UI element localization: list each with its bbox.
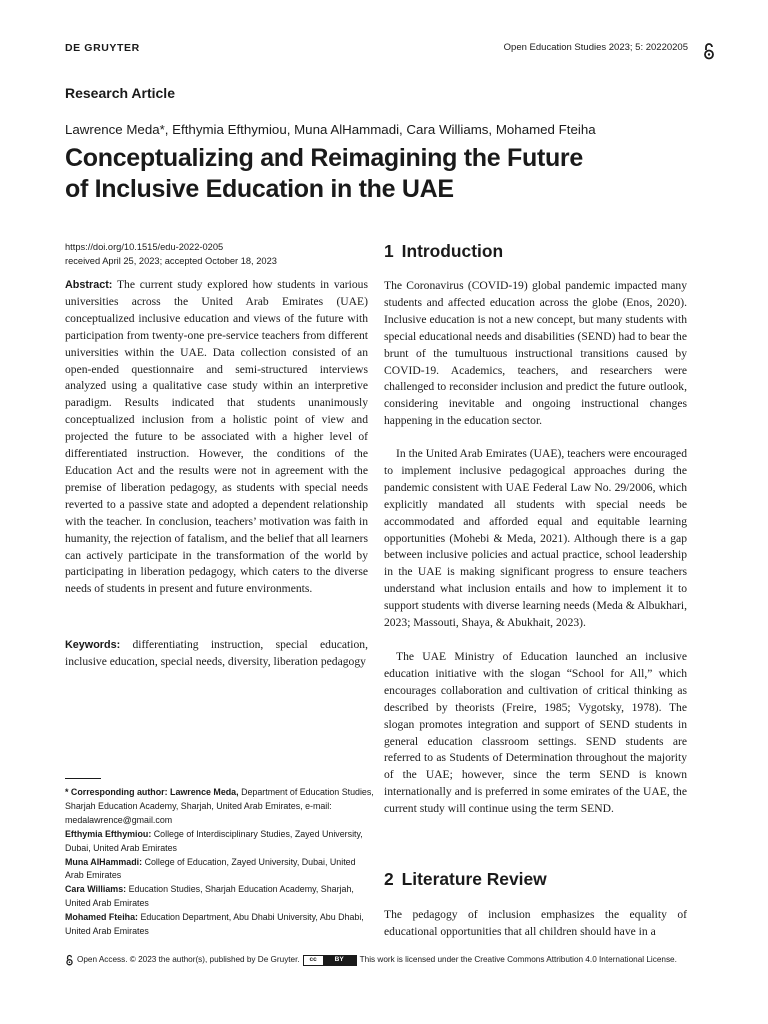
author-list: Lawrence Meda*, Efthymia Efthymiou, Muna AlHammadi, Cara Williams, Mohamed Fteiha	[65, 122, 596, 137]
author-affiliations	[65, 786, 375, 939]
license-footer	[65, 953, 715, 967]
article-meta	[65, 240, 277, 268]
intro-paragraph-1: The Coronavirus (COVID-19) global pandemic impacted many students and affected education across the globe (Enos, 2020). Inclusive education is not a new concept, but many students with special educational needs and disabilities (SEND) had to bear the brunt of the tumultuous instructional transitions caused by COVID-19. Academics, teachers, and researchers were challenged to reconsider inclusion and predict the future outlook, considering inevitable and ongoing instructional changes happening in the education sector.	[384, 279, 687, 428]
footnote-divider	[65, 778, 101, 779]
title-line-2: of Inclusive Education in the UAE	[65, 175, 454, 203]
affiliation-text: Education Department, Abu Dhabi University, Abu Dhabi, United Arab Emirates	[65, 912, 364, 937]
keywords	[65, 637, 368, 671]
title-line-1: Conceptualizing and Reimagining the Future	[65, 144, 583, 172]
intro-paragraph-3: The UAE Ministry of Education launched an inclusive education initiative with the slogan “School for All,” which encourages collaboration and cultivation of critical thinking as described by theorists (Freire, 1985; Vygotsky, 1978). The slogan promotes integration and support of SEND students in general education classroom settings. SEND students are referred to as Students of Determination throughout the majority of the UAE; however, since the term SEND is known internationally and is preferred in some emirates of the UAE, the current study will continue using the term SEND.	[384, 650, 687, 816]
keywords-label: Keywords:	[65, 639, 121, 651]
affiliation-williams	[65, 883, 375, 911]
open-access-icon	[65, 954, 74, 966]
license-statement: This work is licensed under the Creative Commons Attribution 4.0 International License.	[359, 955, 677, 964]
submission-dates: received April 25, 2023; accepted October 18, 2023	[65, 256, 277, 266]
abstract-text: The current study explored how students in various universities across the United Arab Emirates (UAE) conceptualized inclusive education and views of the future with participation from twenty-one pre-service teachers from different universities within the UAE. Data collection consisted of an open-ended questionnaire and semi-structured interviews analyzed using a qualitative case study within an interpretive paradigm. Results indicated that students unanimously conceptualized inclusion from a holistic point of view and projected the future to be associated with a higher level of differentiated instruction. However, the conditions of the Education Act and the results were not in agreement with the premise of liberation pedagogy, as students with special needs reverted to a passive state and adopted a dependent relationship with the teacher. In conclusion, teachers’ motivation was faith in humanity, the rejection of fatalism, and the belief that all learners can actively participate in the transformation of the world by participating in liberation pedagogy, which caters to the diverse needs of students in present and future environments.	[65, 278, 368, 596]
affiliation-efthymiou	[65, 828, 375, 856]
section-heading-introduction	[384, 241, 503, 262]
cc-label: cc	[309, 956, 317, 963]
abstract-label: Abstract:	[65, 279, 113, 291]
by-label: BY	[323, 956, 356, 965]
affiliation-name: Cara Williams:	[65, 884, 127, 895]
article-title	[65, 143, 705, 205]
corresponding-author-text: Department of Education Studies, Sharjah Education Academy, Sharjah, United Arab Emirates, e-mail: medalawrence@gmail.com	[65, 787, 374, 825]
affiliation-text: College of Education, Zayed University, Dubai, United Arab Emirates	[65, 856, 356, 881]
publisher-logo: DE GRUYTER	[65, 42, 140, 54]
affiliation-name: Efthymia Efthymiou:	[65, 828, 152, 839]
affiliation-name: Muna AlHammadi:	[65, 856, 143, 867]
section-title: Introduction	[401, 241, 504, 261]
open-access-statement: Open Access. © 2023 the author(s), published by De Gruyter.	[77, 955, 300, 964]
affiliation-text: College of Interdisciplinary Studies, Zayed University, Dubai, United Arab Emirates	[65, 828, 363, 853]
literature-paragraph-1: The pedagogy of inclusion emphasizes the equality of educational opportunities that all children should have in a	[384, 908, 687, 938]
corresponding-author-note	[65, 786, 375, 828]
keywords-text: differentiating instruction, special education, inclusive education, special needs, diversity, liberation pedagogy	[65, 638, 368, 668]
affiliation-text: Education Studies, Sharjah Education Academy, Sharjah, United Arab Emirates	[65, 884, 354, 909]
affiliation-name: Mohamed Fteiha:	[65, 912, 138, 923]
corresponding-author-label: * Corresponding author: Lawrence Meda,	[65, 787, 239, 797]
article-type: Research Article	[65, 85, 175, 101]
affiliation-fteiha	[65, 911, 375, 939]
abstract	[65, 277, 368, 598]
section-heading-literature-review	[384, 869, 547, 890]
affiliation-alhammadi	[65, 856, 375, 884]
doi-link[interactable]: https://doi.org/10.1515/edu-2022-0205	[65, 242, 224, 252]
cc-by-badge-icon[interactable]	[303, 955, 357, 966]
open-access-icon	[702, 42, 716, 60]
section-title: Literature Review	[401, 869, 547, 889]
journal-reference: Open Education Studies 2023; 5: 20220205	[503, 42, 688, 53]
section-number: 2	[384, 869, 394, 889]
intro-paragraph-2: In the United Arab Emirates (UAE), teachers were encouraged to implement inclusive pedagogical approaches during the pandemic consistent with UAE Federal Law No. 29/2006, which explicitly mandated all students with special needs be accommodated and afforded equal and equitable learning opportunities (Mohebi & Meda, 2021). Although there is a gap between inclusive policies and actual practice, school leadership in the UAE is making significant progress to ensure teachers understand what inclusion entails and how to implement it to support students with diverse learning needs (Meda & Albukhari, 2023; Massouti, Shaya, & Abukhait, 2023).	[384, 447, 687, 630]
section-number: 1	[384, 241, 394, 261]
